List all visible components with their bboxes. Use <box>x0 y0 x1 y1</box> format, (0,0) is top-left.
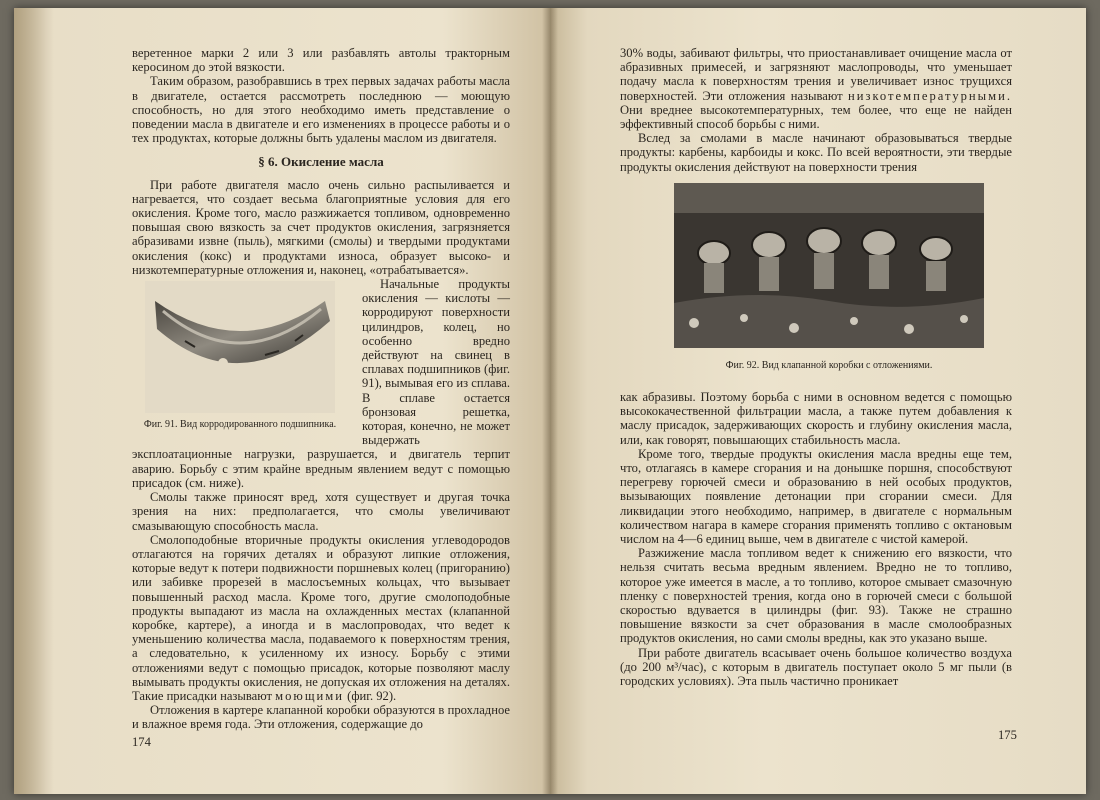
figure-91 <box>132 281 348 431</box>
book-gutter <box>542 8 558 794</box>
spaced-term: моющими <box>275 688 344 703</box>
paragraph: При работе двигатель всасывает очень большое количество воздуха (до 200 м³/час), с которым в двигатель поступает около 5 мг пыли (в городских условиях). Эта пыль частично проникает <box>620 645 1012 689</box>
paragraph: как абразивы. Поэтому борьба с ними в основном ведется с помощью высококачественной фильтрации масла, а также путем добавления к маслу присадок, задерживающих скорость и глубину окисления масла, или, как говорят, повышающих стабильность масла. <box>620 390 1012 447</box>
paragraph: Разжижение масла топливом ведет к снижению его вязкости, что нельзя считать весьма вредным явлением. Вредно не то топливо, которое уже имеется в масле, а то топливо, которое смывает смазочную пленку с поверхностей трения, когда оно в горючей смеси с большой скоростью вдувается в цилиндры (фиг. 93). Также не страшно повышение вязкости за счет образования в масле смолообразных продуктов окисления, но сами смолы вредны, как это указано выше. <box>620 546 1012 646</box>
figure-92 <box>674 183 984 372</box>
page-number-right: 175 <box>998 728 1017 742</box>
paragraph-text: Смолоподобные вторичные продукты окисления углеводородов отлагаются на горячих деталях и образуют липкие отложения, которые ведут к потери подвижности поршневых колец (пригоранию) или забивке прорезей в маслосъемных кольцах, что вызывает повышенный расход масла. Кроме того, другие смолоподобные продукты выпадают из масла на охлажденных местах (клапанной коробке, картере), а иногда и в маслопроводах, что ведет к уменьшению количества масла, подаваемого к поверхностям трения, а следовательно, к усиленному их износу. Борьбу с этими отложениями ведут с помощью присадок, которые позволяют маслу вымывать продукты окисления, не допуская их отложения на деталях. Такие присадки называют <box>132 532 510 703</box>
right-page-text-top <box>620 46 1012 174</box>
left-page <box>14 8 550 794</box>
left-page-text <box>132 46 510 732</box>
paragraph: веретенное марки 2 или 3 или разбавлять автолы тракторным керосином до этой вязкости. <box>132 46 510 75</box>
valve-box-photo <box>674 183 984 348</box>
paragraph <box>620 46 1012 131</box>
paragraph: Вслед за смолами в масле начинают образовываться твердые продукты: карбены, карбоиды и кокс. По всей вероятности, эти твердые продукты окисления действуют на поверхности трения <box>620 131 1012 174</box>
section-heading: § 6. Окисление масла <box>258 154 384 170</box>
paragraph-text: (фиг. 92). <box>347 688 397 703</box>
paragraph: Отложения в картере клапанной коробки образуются в прохладное и влажное время года. Эти отложения, содержащие до <box>132 703 510 732</box>
paragraph-text: 30% воды, забивают фильтры, что приостанавливает очищение масла от абразивных примесей, и загрязняют маслопроводы, что уменьшает подачу масла к поверхностям трения и увеличивает износ трущихся поверхностей. Эти отложения называют <box>620 46 1012 103</box>
paragraph: Начальные продукты окисления — кислоты — корродируют поверхности цилиндров, колец, но особенно вредно действуют на свинец в сплавах подшипников (фиг. 91), вымывая его из сплава. В сплаве остается бронзовая решетка, которая, конечно, не может выдержать эксплоатационные нагрузки, разрушается, и двигатель терпит аварию. Борьбу с этим крайне вредным явлением ведут с помощью присадок (см. ниже). <box>132 277 510 490</box>
page-edge-shadow <box>14 8 54 794</box>
paragraph: Таким образом, разобравшись в трех первых задачах работы масла в двигателе, остается рассмотреть последнюю — моющую способность, но для этого необходимо иметь представление о поведении масла в двигателе и его изменениях в процессе работы и о тех продуктах, которые должны быть удалены маслом из двигателя. <box>132 74 510 146</box>
paragraph: Смолы также приносят вред, хотя существует и другая точка зрения на них: предполагается, что смолы увеличивают смазывающую способность масла. <box>132 490 510 533</box>
spaced-term: низкотемпературными. <box>847 88 1012 103</box>
bearing-photo <box>145 281 335 413</box>
paragraph <box>132 178 510 277</box>
open-book <box>14 8 1086 794</box>
paragraph-text: При работе двигателя масло очень сильно распыливается и нагревается, что создает весьма благоприятные условия для его окисления. Кроме того, масло разжижается топливом, одновременно повышая свою вязкость за счет продуктов окисления, загрязняется абразивами извне (пыль), мягкими (смолы) и твердыми продуктами окисления (кокс) и продуктами износа, образует высоко- и низкотемпературные отложения и, наконец, «отрабатывается». <box>132 177 510 277</box>
figure-91-caption: Фиг. 91. Вид корродированного подшипника. <box>143 419 337 431</box>
right-page <box>550 8 1086 794</box>
paragraph <box>132 533 510 703</box>
figure-92-caption: Фиг. 92. Вид клапанной коробки с отложениями. <box>725 360 933 371</box>
paragraph-text: Они вреднее высокотемпературных, тем более, что еще не найден эффективный способ борьбы с ними. <box>620 102 1012 132</box>
page-number-left: 174 <box>132 735 151 749</box>
right-page-text-bottom <box>620 390 1012 688</box>
paragraph: Кроме того, твердые продукты окисления масла вредны еще тем, что, отлагаясь в камере сгорания и на донышке поршня, способствуют перегреву горючей смеси и образованию в ней особых продуктов, вызывающих появление детонации при сгорании смеси. Для ликвидации этого необходимо, например, в двигателе с нормальным количеством нагара в камере сгорания применять топливо с октановым числом на 4—6 единиц выше, чем в двигателе с чистой камерой. <box>620 446 1012 547</box>
